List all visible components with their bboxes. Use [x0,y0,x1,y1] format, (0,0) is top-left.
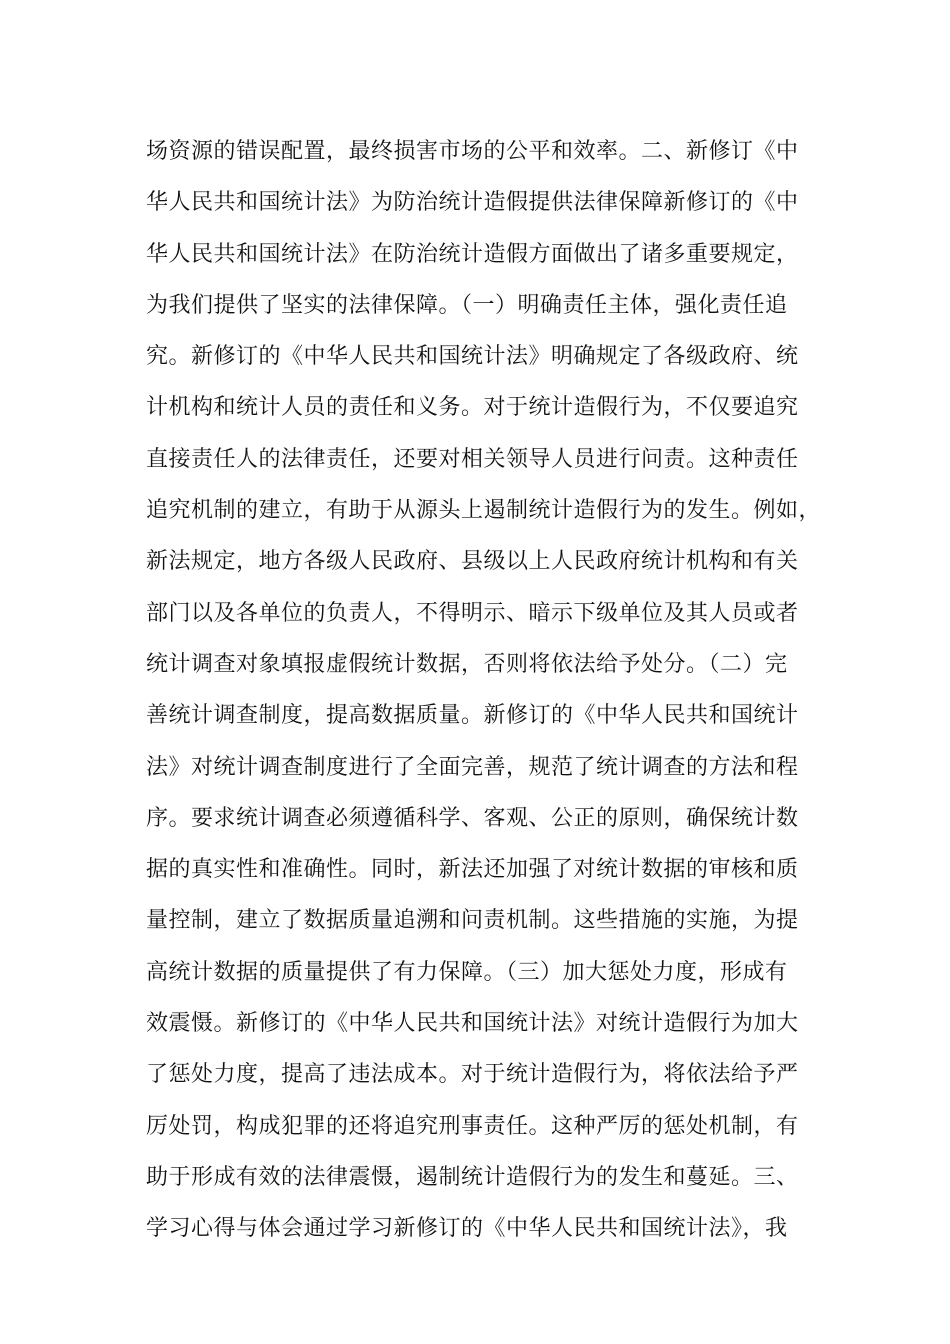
text-line: 统计调查对象填报虚假统计数据，否则将依法给予处分。（二）完 [146,651,788,677]
text-line: 效震慑。新修订的《中华人民共和国统计法》对统计造假行为加大 [146,1011,799,1037]
text-line: 据的真实性和准确性。同时，新法还加强了对统计数据的审核和质 [146,857,799,883]
text-line: 计机构和统计人员的责任和义务。对于统计造假行为，不仅要追究 [146,395,799,421]
text-line: 了惩处力度，提高了违法成本。对于统计造假行为，将依法给予严 [146,1062,799,1088]
text-line: 新法规定，地方各级人民政府、县级以上人民政府统计机构和有关 [146,549,799,575]
text-line: 追究机制的建立，有助于从源头上遏制统计造假行为的发生。例如， [146,498,822,524]
text-line: 华人民共和国统计法》为防治统计造假提供法律保障新修订的《中 [146,190,799,216]
text-line: 助于形成有效的法律震慑，遏制统计造假行为的发生和蔓延。三、 [146,1164,799,1190]
text-line: 部门以及各单位的负责人，不得明示、暗示下级单位及其人员或者 [146,600,799,626]
body-text [146,130,826,1259]
text-line: 序。要求统计调查必须遵循科学、客观、公正的原则，确保统计数 [146,805,799,831]
text-line: 究。新修订的《中华人民共和国统计法》明确规定了各级政府、统 [146,344,799,370]
text-line: 学习心得与体会通过学习新修订的《中华人民共和国统计法》，我 [146,1216,788,1242]
text-line: 善统计调查制度，提高数据质量。新修订的《中华人民共和国统计 [146,703,799,729]
text-line: 华人民共和国统计法》在防治统计造假方面做出了诸多重要规定， [146,241,799,267]
text-line: 量控制，建立了数据质量追溯和问责机制。这些措施的实施，为提 [146,908,799,934]
text-line: 场资源的错误配置，最终损害市场的公平和效率。二、新修订《中 [146,139,799,164]
text-line: 高统计数据的质量提供了有力保障。（三）加大惩处力度，形成有 [146,959,788,985]
text-line: 厉处罚，构成犯罪的还将追究刑事责任。这种严厉的惩处机制，有 [146,1113,799,1139]
text-line: 为我们提供了坚实的法律保障。（一）明确责任主体，强化责任追 [146,292,788,318]
text-line: 法》对统计调查制度进行了全面完善，规范了统计调查的方法和程 [146,754,799,780]
text-line: 直接责任人的法律责任，还要对相关领导人员进行问责。这种责任 [146,446,799,472]
